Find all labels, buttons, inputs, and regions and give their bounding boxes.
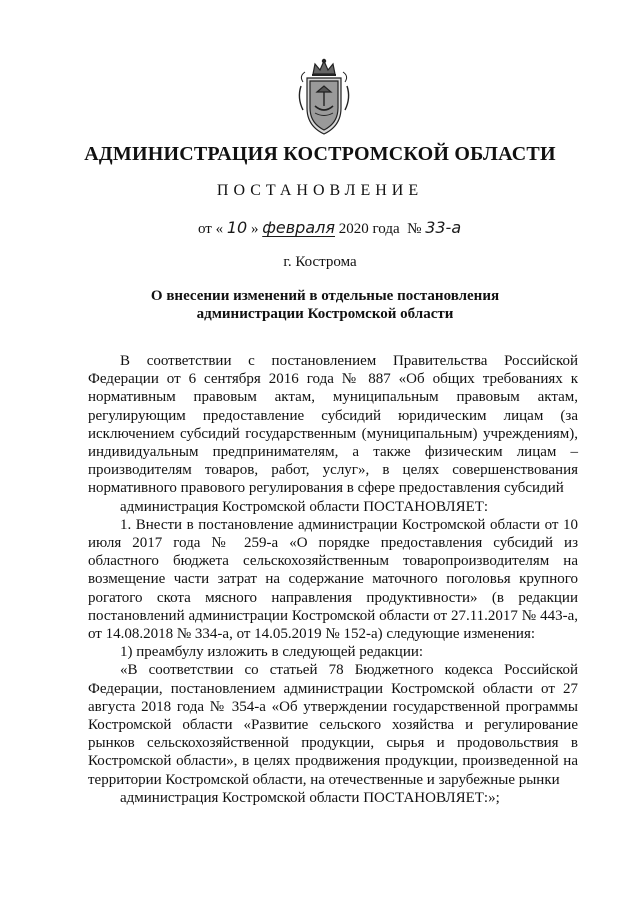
- subject-heading: [120, 287, 530, 323]
- date-month: февраля: [262, 218, 335, 237]
- date-line: [198, 218, 461, 238]
- paragraph-item-1-1: 1) преамбулу изложить в следующей редакции:: [120, 644, 424, 661]
- coat-of-arms-emblem: [293, 58, 355, 138]
- date-mid: »: [250, 221, 259, 237]
- paragraph-preamble: В соответствии с постановлением Правительства Российской Федерации от 6 сентября 2016 года № 887 «Об общих требованиях к нормативным правовым актам, муниципальным правовым актам, регулирующим предоставление субсидий юридическим лицам (за исключением субсидий государственным (муниципальным) учреждениям), индивидуальным предпринимателям, а также физическим лицам – производителям товаров, работ, услуг», в целях совершенствования нормативного правового регулирования в сфере предоставления субсидий: [88, 353, 578, 497]
- city: г. Кострома: [283, 254, 357, 270]
- date-year: 2020 года: [338, 221, 400, 237]
- paragraph-item-1: 1. Внести в постановление администрации Костромской области от 10 июля 2017 года № 259-а «О порядке предоставления субсидий из областного бюджета сельскохозяйственным товаропроизводителям на возмещение части затрат на содержание маточного поголовья крупного рогатого скота мясного направления продуктивности» (в редакции постановлений администрации Костромской области от 27.11.2017 № 443-а, от 14.08.2018 № 334-а, от 14.05.2019 № 152-а) следующие изменения:: [88, 516, 578, 643]
- date-prefix: от «: [198, 221, 224, 237]
- paragraph-resolves: администрация Костромской области ПОСТАНОВЛЯЕТ:: [120, 498, 489, 515]
- paragraph-new-preamble: «В соответствии со статьей 78 Бюджетного кодекса Российской Федерации, постановлением администрации Костромской области от 27 августа 2018 года № 354-а «Об утверждении государственной программы Костромской области «Развитие сельского хозяйства и регулирование рынков сельскохозяйственной продукции, сырья и продовольствия в Костромской области», в целях продвижения продукции, произведенной на территории Костромской области, на отечественные и зарубежные рынки: [88, 662, 578, 788]
- date-day: 10: [226, 218, 248, 237]
- document-type: ПОСТАНОВЛЕНИЕ: [216, 182, 424, 199]
- subject-line-2: администрации Костромской области: [196, 306, 454, 322]
- subject-line-1: О внесении изменений в отдельные постановления: [150, 288, 500, 304]
- organization-title: АДМИНИСТРАЦИЯ КОСТРОМСКОЙ ОБЛАСТИ: [84, 143, 556, 165]
- number-sign: №: [407, 221, 422, 237]
- document-number: 33-а: [425, 218, 462, 237]
- paragraph-new-resolves: администрация Костромской области ПОСТАНОВЛЯЕТ:»;: [120, 789, 500, 806]
- body-text: [88, 352, 578, 807]
